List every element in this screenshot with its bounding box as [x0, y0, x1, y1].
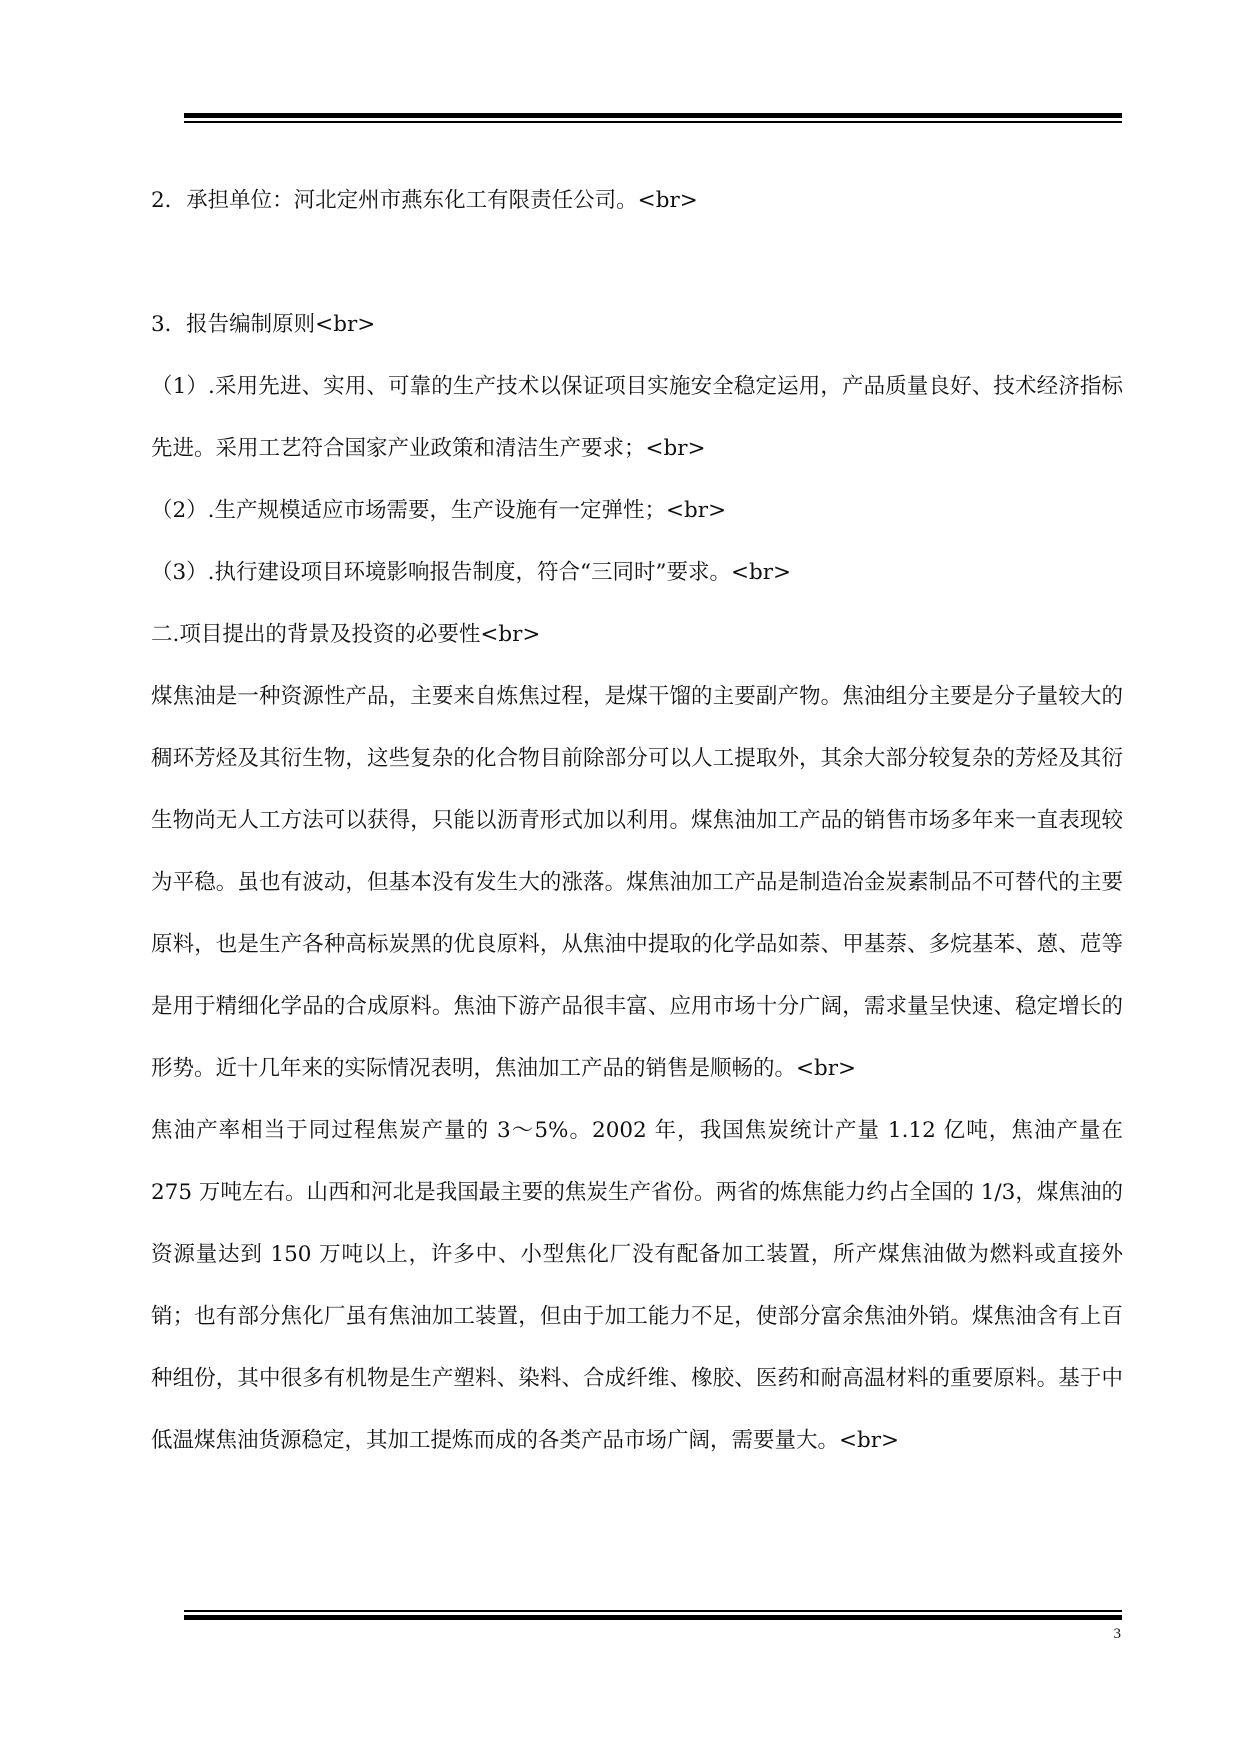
- footer-rule: [184, 1610, 1122, 1620]
- header-rule-thick: [184, 113, 1122, 118]
- footer-rule-thin: [184, 1610, 1122, 1612]
- page-number: 3: [1113, 1626, 1121, 1642]
- paragraph-principle-3: （3）.执行建设项目环境影响报告制度，符合“三同时”要求。<br>: [151, 560, 792, 585]
- header-rule: [184, 113, 1122, 123]
- footer-rule-thick: [184, 1615, 1122, 1620]
- paragraph-undertaking-unit: 2．承担单位：河北定州市燕东化工有限责任公司。<br>: [151, 188, 698, 213]
- document-body: [151, 170, 1123, 1472]
- header-rule-thin: [184, 121, 1122, 123]
- paragraph-principle-2: （2）.生产规模适应市场需要，生产设施有一定弹性；<br>: [151, 498, 727, 523]
- section-heading-background: 二.项目提出的背景及投资的必要性<br>: [151, 622, 541, 647]
- paragraph-gap: [151, 232, 1123, 294]
- paragraph-principle-1: （1）.采用先进、实用、可靠的生产技术以保证项目实施安全稳定运用，产品质量良好、技术经济指标先进。采用工艺符合国家产业政策和清洁生产要求；<br>: [151, 374, 1123, 461]
- paragraph-coal-tar-overview: 煤焦油是一种资源性产品，主要来自炼焦过程，是煤干馏的主要副产物。焦油组分主要是分子量较大的稠环芳烃及其衍生物，这些复杂的化合物目前除部分可以人工提取外，其余大部分较复杂的芳烃及其衍生物尚无人工方法可以获得，只能以沥青形式加以利用。煤焦油加工产品的销售市场多年来一直表现较为平稳。虽也有波动，但基本没有发生大的涨落。煤焦油加工产品是制造冶金炭素制品不可替代的主要原料，也是生产各种高标炭黑的优良原料，从焦油中提取的化学品如萘、甲基萘、多烷基苯、蒽、苊等是用于精细化学品的合成原料。焦油下游产品很丰富、应用市场十分广阔，需求量呈快速、稳定增长的形势。近十几年来的实际情况表明，焦油加工产品的销售是顺畅的。<br>: [151, 684, 1123, 1081]
- paragraph-compilation-principles: 3．报告编制原则<br>: [151, 312, 376, 337]
- paragraph-coal-tar-production: 焦油产率相当于同过程焦炭产量的 3～5%。2002 年，我国焦炭统计产量 1.12 亿吨，焦油产量在 275 万吨左右。山西和河北是我国最主要的焦炭生产省份。两省的炼焦能力约占全国的 1/3，煤焦油的资源量达到 150 万吨以上，许多中、小型焦化厂没有配备加工装置，所产煤焦油做为燃料或直接外销；也有部分焦化厂虽有焦油加工装置，但由于加工能力不足，使部分富余焦油外销。煤焦油含有上百种组份，其中很多有机物是生产塑料、染料、合成纤维、橡胶、医药和耐高温材料的重要原料。基于中低温煤焦油货源稳定，其加工提炼而成的各类产品市场广阔，需要量大。<br>: [151, 1118, 1123, 1453]
